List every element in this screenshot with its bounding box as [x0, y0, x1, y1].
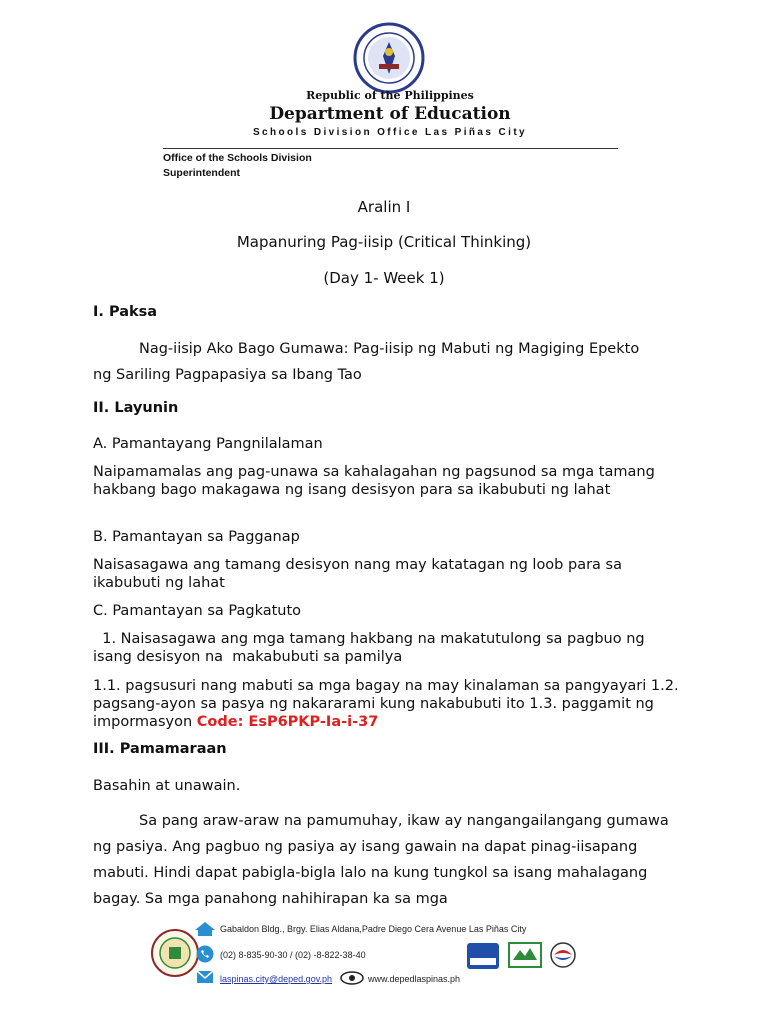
c-item-2-text: 1.1. pagsusuri nang mabuti sa mga bagay na may kinalaman sa pangyayari 1.2. pagsang-ayon sa pasya ng nakararami kung nakabubuti ito 1.3. paggamit ng impormasyon — [93, 678, 679, 730]
header-divider — [163, 148, 618, 149]
department-title: Department of Education — [269, 104, 511, 124]
quality-logo-icon — [548, 942, 578, 968]
web-icon — [340, 971, 364, 985]
paksa-line-1: Nag-iisip Ako Bago Gumawa: Pag-iisip ng Mabuti ng Magiging Epekto — [139, 341, 640, 357]
mail-icon — [196, 970, 214, 984]
b-text: Naisasagawa ang tamang desisyon nang may katatagan ng loob para sa ikabubuti ng lahat — [93, 557, 622, 591]
republic-text: Republic of the Philippines — [306, 89, 474, 102]
pamamaraan-heading: III. Pamamaraan — [93, 741, 227, 757]
pamamaraan-paragraph: Sa pang araw-araw na pamumuhay, ikaw ay nangangailangang gumawa ng pasiya. Ang pagbuo ng pasiya ay isang gawain na dapat pinag-iisapang mabuti. Hindi dapat pabigla-bigla lalo na kung tungkol sa isang mahalagang bagay. Sa mga panahong nahihirapan ka sa mga — [93, 813, 669, 907]
deped-seal-icon — [353, 22, 425, 94]
office-line-2: Superintendent — [163, 167, 241, 179]
footer-phone: (02) 8-835-90-30 / (02) -8-822-38-40 — [220, 950, 366, 960]
office-line-1: Office of the Schools Division — [163, 152, 312, 164]
pamamaraan-intro: Basahin at unawain. — [93, 778, 241, 794]
lesson-schedule: (Day 1- Week 1) — [323, 269, 445, 287]
certification-logo-icon — [508, 942, 542, 968]
a-heading: A. Pamantayang Pangnilalaman — [93, 436, 323, 452]
division-office-text: Schools Division Office Las Piñas City — [252, 127, 528, 138]
lesson-title: Aralin I — [357, 198, 411, 216]
paksa-heading: I. Paksa — [93, 304, 158, 320]
footer-website[interactable]: www.depedlaspinas.ph — [368, 974, 461, 984]
c-item-1: 1. Naisasagawa ang mga tamang hakbang na makatutulong sa pagbuo ng isang desisyon na makabubuti sa pamilya — [93, 631, 650, 665]
iaf-logo-icon — [466, 942, 500, 970]
footer-address: Gabaldon Bldg., Brgy. Elias Aldana,Padre Diego Cera Avenue Las Piñas City — [220, 924, 527, 934]
division-seal-icon — [150, 922, 200, 984]
paksa-line-2: ng Sariling Pagpapasiya sa Ibang Tao — [93, 367, 362, 383]
a-text: Naipamamalas ang pag-unawa sa kahalagahan ng pagsunod sa mga tamang hakbang bago makagawa ng isang desisyon para sa ikabubuti ng lahat — [93, 464, 655, 498]
footer-email[interactable]: laspinas.city@deped.gov.ph — [220, 974, 333, 984]
home-icon — [194, 921, 216, 937]
paksa-text — [93, 336, 688, 388]
c-item-2 — [93, 677, 688, 731]
phone-icon — [196, 945, 214, 963]
lesson-subtitle: Mapanuring Pag-iisip (Critical Thinking) — [236, 233, 532, 251]
competency-code: Code: EsP6PKP-Ia-i-37 — [196, 714, 379, 730]
b-heading: B. Pamantayan sa Pagganap — [93, 529, 300, 545]
layunin-heading: II. Layunin — [93, 400, 179, 416]
c-heading: C. Pamantayan sa Pagkatuto — [93, 603, 302, 619]
office-label — [163, 151, 363, 181]
